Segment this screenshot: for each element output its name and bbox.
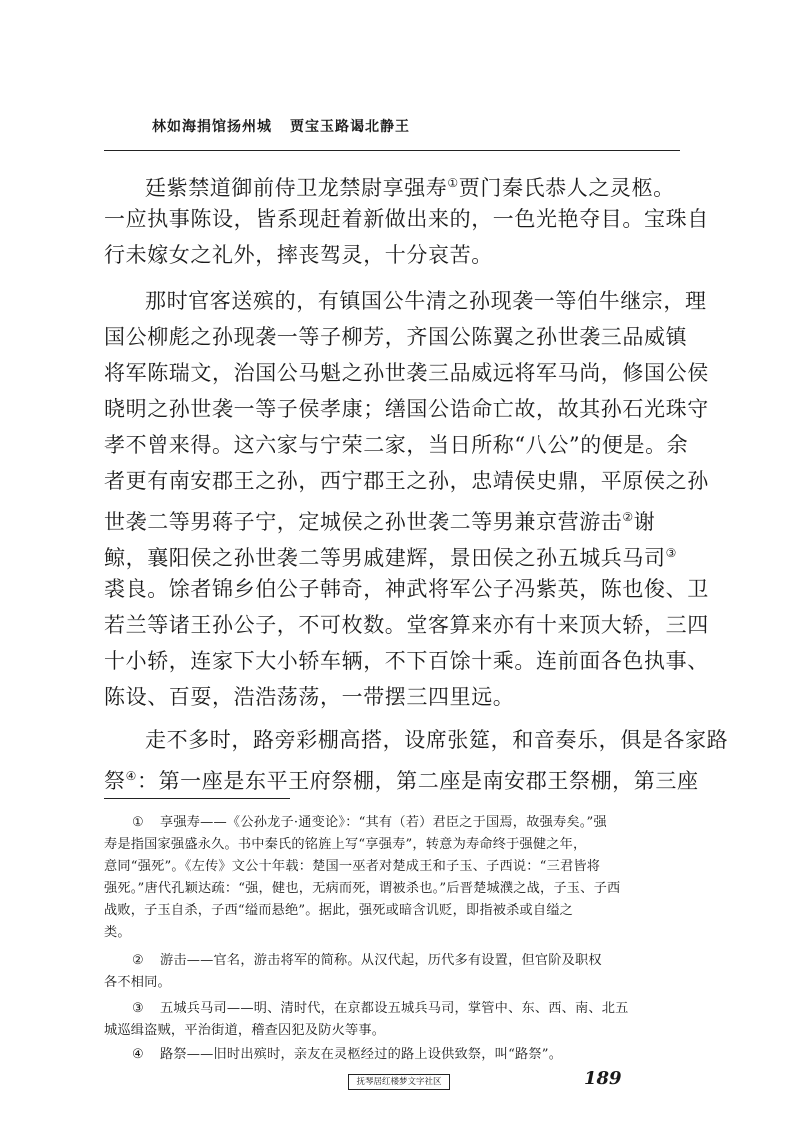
running-head-right: 贾宝玉路谒北静王 <box>290 119 410 135</box>
body-line: 孝不曾来得。这六家与宁荣二家，当日所称“八公”的便是。余 <box>104 433 689 457</box>
footnote-line: ② 游击——官名，游击将军的简称。从汉代起，历代多有设置，但官阶及职权 <box>132 950 602 972</box>
footnote-number: ② <box>132 953 145 968</box>
body-line: 若兰等诸王孙公子，不可枚数。堂客算来亦有十来顶大轿，三四 <box>104 613 709 637</box>
body-line: 者更有南安郡王之孙，西宁郡王之孙，忠靖侯史鼎，平原侯之孙 <box>104 469 709 493</box>
footnote-number: ④ <box>132 1047 145 1062</box>
footnote-line: 强死。”唐代孔颖达疏：“强，健也，无病而死，谓被杀也。”后晋楚城濮之战，子玉、子西 <box>104 881 621 896</box>
footnote-line: 城巡缉盗贼，平治街道，稽查囚犯及防火等事。 <box>104 1023 386 1038</box>
body-line: 廷紫禁道御前侍卫龙禁尉享强寿①贾门秦氏恭人之灵柩。 <box>145 176 675 200</box>
body-line: 走不多时，路旁彩棚高搭，设席张筵，和音奏乐，俱是各家路 <box>145 728 729 752</box>
running-head-left: 林如海捐馆扬州城 <box>152 119 272 135</box>
body-line: 十小轿，连家下大小轿车辆，不下百馀十乘。连前面各色执事、 <box>104 649 709 673</box>
body-line: 陈设、百耍，浩浩荡荡，一带摆三四里远。 <box>104 685 515 709</box>
footnote-line: ③ 五城兵马司——明、清时代，在京都设五城兵马司，掌管中、东、西、南、北五 <box>132 998 629 1020</box>
body-line: 裘良。馀者锦乡伯公子韩奇，神武将军公子冯紫英，陈也俊、卫 <box>104 577 709 601</box>
page-number: 189 <box>584 1068 622 1089</box>
header-rule <box>104 150 680 151</box>
footnote-text: 路祭——旧时出殡时，亲友在灵柩经过的路上设供致祭，叫“路祭”。 <box>160 1047 563 1062</box>
footnote-line: ① 享强寿——《公孙龙子·通变论》：“其有（若）君臣之于国焉，故强寿矣。”强 <box>132 812 607 834</box>
footnote-line: 寿是指国家强盛永久。书中秦氏的铭旌上写“享强寿”，转意为寿命终于强健之年， <box>104 837 587 852</box>
footnote-line: 类。 <box>104 925 131 940</box>
body-line: 一应执事陈设，皆系现赶着新做出来的，一色光艳夺目。宝珠自 <box>104 207 709 231</box>
body-line: 晓明之孙世袭一等子侯孝康；缮国公诰命亡故，故其孙石光珠守 <box>104 397 709 421</box>
running-head <box>152 116 410 136</box>
body-line: 那时官客送殡的，有镇国公牛清之孙现袭一等伯牛继宗，理 <box>145 289 707 313</box>
body-line: 行未嫁女之礼外，摔丧驾灵，十分哀苦。 <box>104 243 493 267</box>
footnote-line: 战败，子玉自杀，子西“缢而悬绝”。据此，强死或暗含讥贬，即指被杀或自缢之 <box>104 903 574 918</box>
footnote-number: ③ <box>132 1001 145 1016</box>
footnote-line: 意同“强死”。《左传》文公十年载：楚国一巫者对楚成王和子玉、子西说：“三君皆将 <box>104 859 601 874</box>
watermark-stamp: 抚琴居红楼梦文字社区 <box>348 1074 450 1090</box>
footnote-marker[interactable]: ② <box>622 510 634 524</box>
body-line: 鲸，襄阳侯之孙世袭二等男戚建辉，景田侯之孙五城兵马司③ <box>104 546 677 570</box>
footnote-line <box>132 1044 562 1066</box>
footnote-marker[interactable]: ③ <box>665 546 677 560</box>
body-line: 将军陈瑞文，治国公马魁之孙世袭三品威远将军马尚，修国公侯 <box>104 361 709 385</box>
footnote-marker[interactable]: ① <box>447 176 459 190</box>
body-line: 世袭二等男蒋子宁，定城侯之孙世袭二等男兼京营游击②谢 <box>104 510 656 534</box>
footnote-line: 各不相同。 <box>104 975 171 990</box>
body-line: 祭④：第一座是东平王府祭棚，第二座是南安郡王祭棚，第三座 <box>104 769 699 793</box>
body-line: 国公柳彪之孙现袭一等子柳芳，齐国公陈翼之孙世袭三品威镇 <box>104 325 688 349</box>
footnote-marker[interactable]: ④ <box>125 769 137 783</box>
footnote-number: ① <box>132 815 145 830</box>
footnote-rule <box>104 798 290 799</box>
